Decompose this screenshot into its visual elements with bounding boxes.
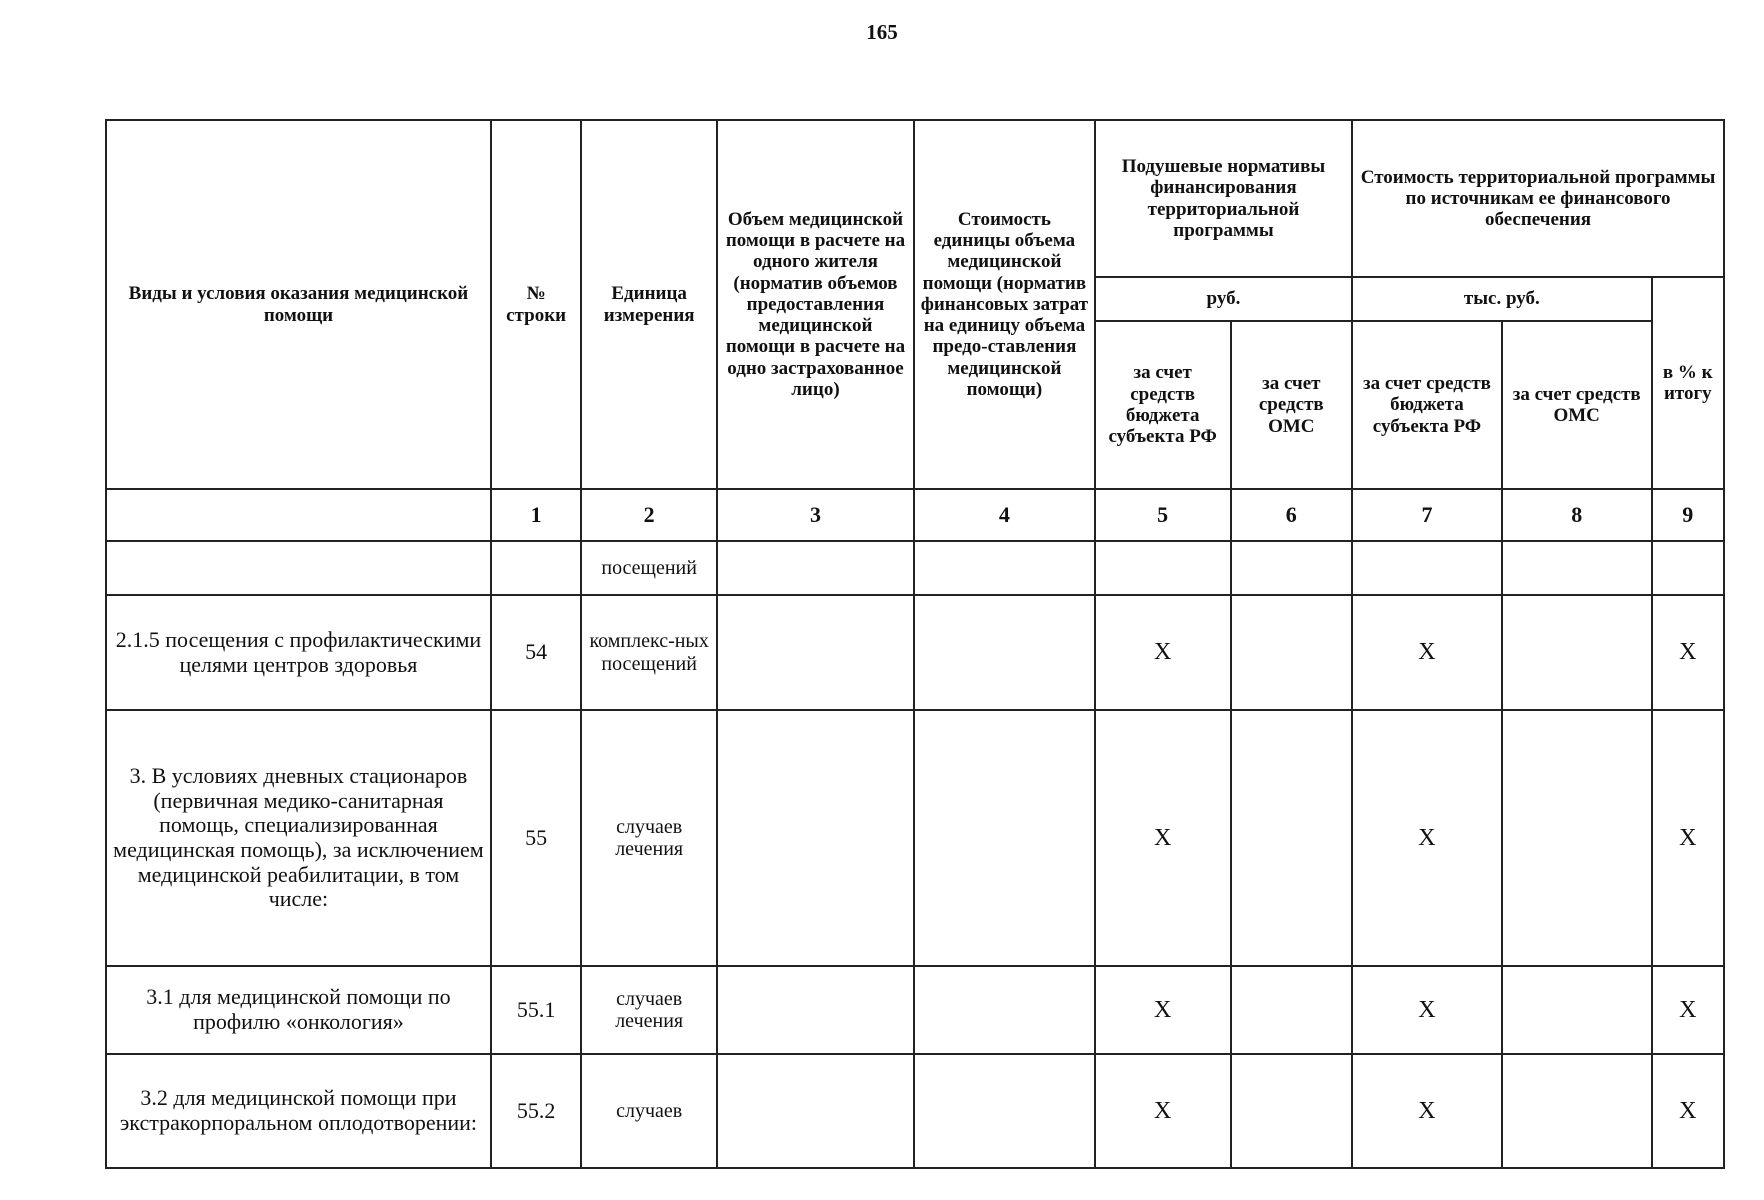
cell-c4: [914, 966, 1095, 1054]
cell-c8: [1502, 541, 1652, 595]
cell-c6: [1231, 541, 1353, 595]
cell-c3: [717, 541, 914, 595]
column-number-row: [106, 489, 1724, 541]
header-budget-7: за счет средств бюджета субъекта РФ: [1352, 321, 1502, 489]
cell-c6: [1231, 966, 1353, 1054]
cell-c7: X: [1352, 1054, 1502, 1168]
financing-table: [105, 119, 1725, 1169]
cell-c7: X: [1352, 966, 1502, 1054]
row-name: 3. В условиях дневных стационаров (первичная медико-санитарная помощь, специализированная медицинская помощь), за исключением медицинской реабилитации, в том числе:: [106, 710, 491, 966]
cell-c7: X: [1352, 710, 1502, 966]
cell-c5: X: [1095, 710, 1231, 966]
column-number: 5: [1095, 489, 1231, 541]
header-oms-6: за счет средств ОМС: [1231, 321, 1353, 489]
header-row-num: № строки: [491, 120, 581, 489]
column-number: 9: [1652, 489, 1724, 541]
table-row: [106, 541, 1724, 595]
cell-c8: [1502, 1054, 1652, 1168]
row-unit: случаев лечения: [581, 966, 717, 1054]
header-volume: Объем медицинской помощи в расчете на одного жителя (норматив объемов предоставления медицинской помощи в расчете на одно застрахованное лицо): [717, 120, 914, 489]
header-oms-8: за счет средств ОМС: [1502, 321, 1652, 489]
cell-c5: X: [1095, 966, 1231, 1054]
cell-c9: [1652, 541, 1724, 595]
row-unit: посещений: [581, 541, 717, 595]
cell-c6: [1231, 1054, 1353, 1168]
cell-c3: [717, 710, 914, 966]
header-unit: Единица измерения: [581, 120, 717, 489]
row-num: 55.1: [491, 966, 581, 1054]
row-num: [491, 541, 581, 595]
row-unit: случаев лечения: [581, 710, 717, 966]
cell-c8: [1502, 966, 1652, 1054]
table-row: [106, 595, 1724, 710]
row-name: [106, 541, 491, 595]
column-number: 6: [1231, 489, 1353, 541]
table-row: [106, 966, 1724, 1054]
row-unit: комплекс-ных посещений: [581, 595, 717, 710]
page-number: 165: [866, 20, 898, 44]
row-unit: случаев: [581, 1054, 717, 1168]
cell-c4: [914, 541, 1095, 595]
column-number: 7: [1352, 489, 1502, 541]
cell-c7: [1352, 541, 1502, 595]
row-name: 2.1.5 посещения с профилактическими целями центров здоровья: [106, 595, 491, 710]
row-name: 3.2 для медицинской помощи при экстракорпоральном оплодотворении:: [106, 1054, 491, 1168]
header-unit-thous-rub: тыс. руб.: [1352, 277, 1651, 321]
column-number: 3: [717, 489, 914, 541]
column-number: 1: [491, 489, 581, 541]
cell-c8: [1502, 710, 1652, 966]
row-num: 55.2: [491, 1054, 581, 1168]
cell-c3: [717, 1054, 914, 1168]
row-num: 54: [491, 595, 581, 710]
cell-c9: X: [1652, 595, 1724, 710]
header-cost: Стоимость единицы объема медицинской помощи (норматив финансовых затрат на единицу объема предо-ставления медицинской помощи): [914, 120, 1095, 489]
cell-c4: [914, 1054, 1095, 1168]
cell-c6: [1231, 595, 1353, 710]
column-number: 4: [914, 489, 1095, 541]
header-unit-rub: руб.: [1095, 277, 1352, 321]
column-number-blank: [106, 489, 491, 541]
table-row: [106, 710, 1724, 966]
cell-c4: [914, 595, 1095, 710]
cell-c9: X: [1652, 1054, 1724, 1168]
header-types: Виды и условия оказания медицинской помощи: [106, 120, 491, 489]
header-program-cost: Стоимость территориальной программы по источникам ее финансового обеспечения: [1352, 120, 1724, 277]
cell-c6: [1231, 710, 1353, 966]
header-budget-5: за счет средств бюджета субъекта РФ: [1095, 321, 1231, 489]
cell-c8: [1502, 595, 1652, 710]
cell-c4: [914, 710, 1095, 966]
header-per-capita: Подушевые нормативы финансирования территориальной программы: [1095, 120, 1352, 277]
cell-c5: [1095, 541, 1231, 595]
column-number: 8: [1502, 489, 1652, 541]
row-num: 55: [491, 710, 581, 966]
row-name: 3.1 для медицинской помощи по профилю «онкология»: [106, 966, 491, 1054]
column-number: 2: [581, 489, 717, 541]
cell-c9: X: [1652, 966, 1724, 1054]
cell-c3: [717, 966, 914, 1054]
cell-c9: X: [1652, 710, 1724, 966]
cell-c5: X: [1095, 1054, 1231, 1168]
table-row: [106, 1054, 1724, 1168]
cell-c7: X: [1352, 595, 1502, 710]
cell-c5: X: [1095, 595, 1231, 710]
header-percent: в % к итогу: [1652, 277, 1724, 489]
cell-c3: [717, 595, 914, 710]
